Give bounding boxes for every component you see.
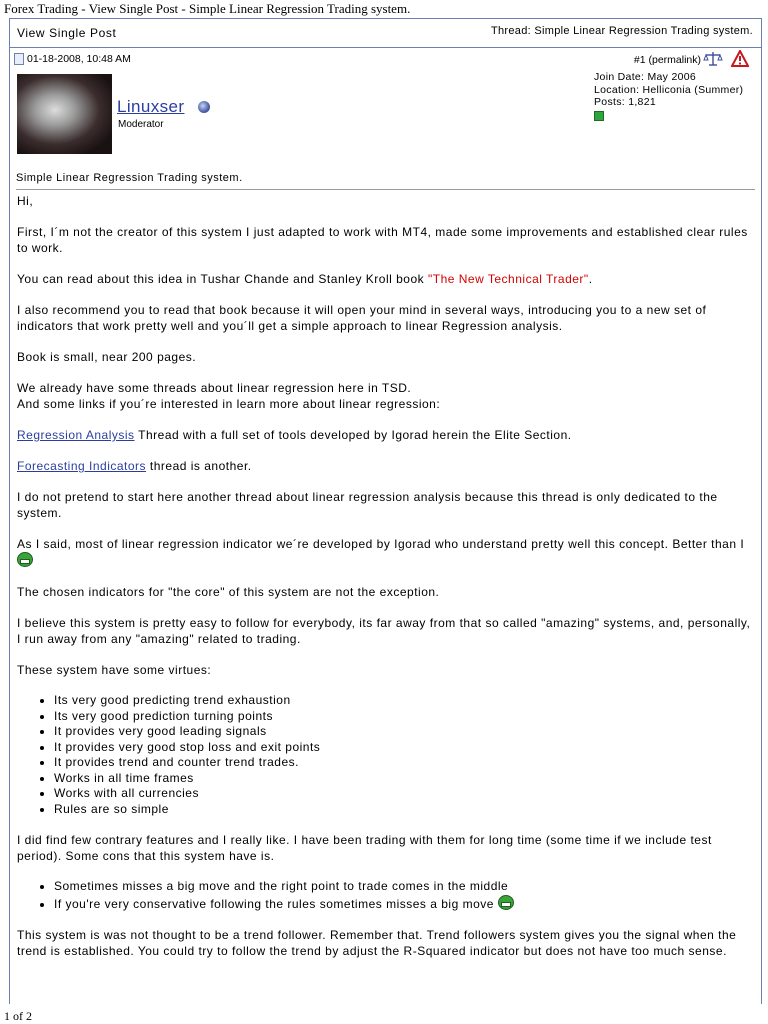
username-link[interactable]: Linuxser xyxy=(117,97,185,116)
list-item: • It provides very good stop loss and exit points xyxy=(54,740,754,756)
book-title: "The New Technical Trader" xyxy=(427,272,589,286)
paragraph-2-end: . xyxy=(588,272,593,286)
grin-smiley-icon xyxy=(498,895,514,910)
post-body xyxy=(10,190,761,959)
list-item: • Its very good prediction turning points xyxy=(54,709,754,725)
paragraph-11: I did find few contrary features and I really like. I have been trading with them for long time (some time if we include test period). Some cons that this system have is. xyxy=(17,833,712,863)
paragraph-5 xyxy=(17,380,754,412)
list-item: • Its very good predicting trend exhaustion xyxy=(54,693,754,709)
paragraph-7-text: As I said, most of linear regression indicator we´re developed by Igorad who understand pretty well this concept. Better than I xyxy=(17,537,745,551)
cons-list xyxy=(17,879,754,912)
regression-analysis-paragraph xyxy=(17,427,754,443)
scales-icon[interactable] xyxy=(703,50,723,67)
report-warning-icon[interactable] xyxy=(731,50,749,68)
user-info xyxy=(10,70,761,165)
permalink-link[interactable]: #1 (permalink) xyxy=(633,54,701,66)
list-item xyxy=(54,895,754,913)
paragraph-3: I also recommend you to read that book because it will open your mind in several ways, introducing you to a new set of indicators that work pretty well and you´ll get a simple approach to linear Regression analysis. xyxy=(17,303,707,333)
paragraph-10: These system have some virtues: xyxy=(17,663,212,677)
paragraph-2 xyxy=(17,271,754,287)
reputation-icon xyxy=(594,111,604,121)
post-header xyxy=(10,48,761,70)
forecasting-indicators-paragraph xyxy=(17,458,754,474)
forecasting-indicators-link[interactable]: Forecasting Indicators xyxy=(17,459,147,473)
paragraph-12: This system is was not thought to be a trend follower. Remember that. Trend followers system gives you the signal when the trend is established. You could try to follow the trend by adjust the R-Squared indicator but does not have too much sense. xyxy=(17,928,737,958)
regression-analysis-link[interactable]: Regression Analysis xyxy=(17,428,135,442)
page-header: Forex Trading - View Single Post - Simple Linear Regression Trading system. xyxy=(4,1,411,16)
paragraph-5b: And some links if you´re interested in learn more about linear regression: xyxy=(17,397,441,411)
list-item: • It provides trend and counter trend trades. xyxy=(54,755,754,771)
post-date-text: 01-18-2008, 10:48 AM xyxy=(27,53,131,65)
grin-smiley-icon xyxy=(17,552,33,567)
location: Location: Helliconia (Summer) xyxy=(594,83,744,96)
greeting: Hi, xyxy=(17,194,34,208)
paragraph-1: First, I´m not the creator of this system I just adapted to work with MT4, made some improvements and established clear rules to work. xyxy=(17,225,748,255)
list-item: • Works with all currencies xyxy=(54,786,754,802)
post-date xyxy=(14,53,131,65)
online-status-icon xyxy=(198,101,210,113)
avatar[interactable] xyxy=(17,74,112,154)
post-actions xyxy=(703,50,749,68)
join-date: Join Date: May 2006 xyxy=(594,71,697,83)
post-title: Simple Linear Regression Trading system. xyxy=(16,165,755,190)
list-item: • Sometimes misses a big move and the right point to trade comes in the middle xyxy=(54,879,754,895)
user-role: Moderator xyxy=(118,119,164,130)
paragraph-6: I do not pretend to start here another thread about linear regression analysis because this thread is only dedicated to the system. xyxy=(17,490,718,520)
list-item: • It provides very good leading signals xyxy=(54,724,754,740)
post-frame xyxy=(9,18,762,1004)
user-stats xyxy=(594,71,743,121)
page-footer: 1 of 2 xyxy=(4,1009,32,1023)
forecasting-indicators-text: thread is another. xyxy=(146,459,252,473)
view-single-post-label: View Single Post xyxy=(17,26,117,40)
paragraph-8: The chosen indicators for "the core" of this system are not the exception. xyxy=(17,585,440,599)
paragraph-2-text: You can read about this idea in Tushar Chande and Stanley Kroll book xyxy=(17,272,428,286)
paragraph-7 xyxy=(17,536,754,569)
list-item: • Works in all time frames xyxy=(54,771,754,787)
regression-analysis-text: Thread with a full set of tools developed by Igorad herein the Elite Section. xyxy=(134,428,572,442)
post-icon xyxy=(14,53,24,65)
paragraph-4: Book is small, near 200 pages. xyxy=(17,350,197,364)
virtues-list xyxy=(17,693,754,817)
thread-title[interactable]: Thread: Simple Linear Regression Trading system. xyxy=(490,25,753,37)
paragraph-5a: We already have some threads about linear regression here in TSD. xyxy=(17,381,412,395)
post-count: Posts: 1,821 xyxy=(594,96,656,108)
title-bar xyxy=(10,19,761,48)
list-item: • Rules are so simple xyxy=(54,802,754,818)
list-item-text: If you're very conservative following the rules sometimes misses a big move xyxy=(54,896,498,911)
paragraph-9: I believe this system is pretty easy to follow for everybody, its far away from that so called "amazing" systems, and, personally, I run away from any "amazing" related to trading. xyxy=(17,616,751,646)
